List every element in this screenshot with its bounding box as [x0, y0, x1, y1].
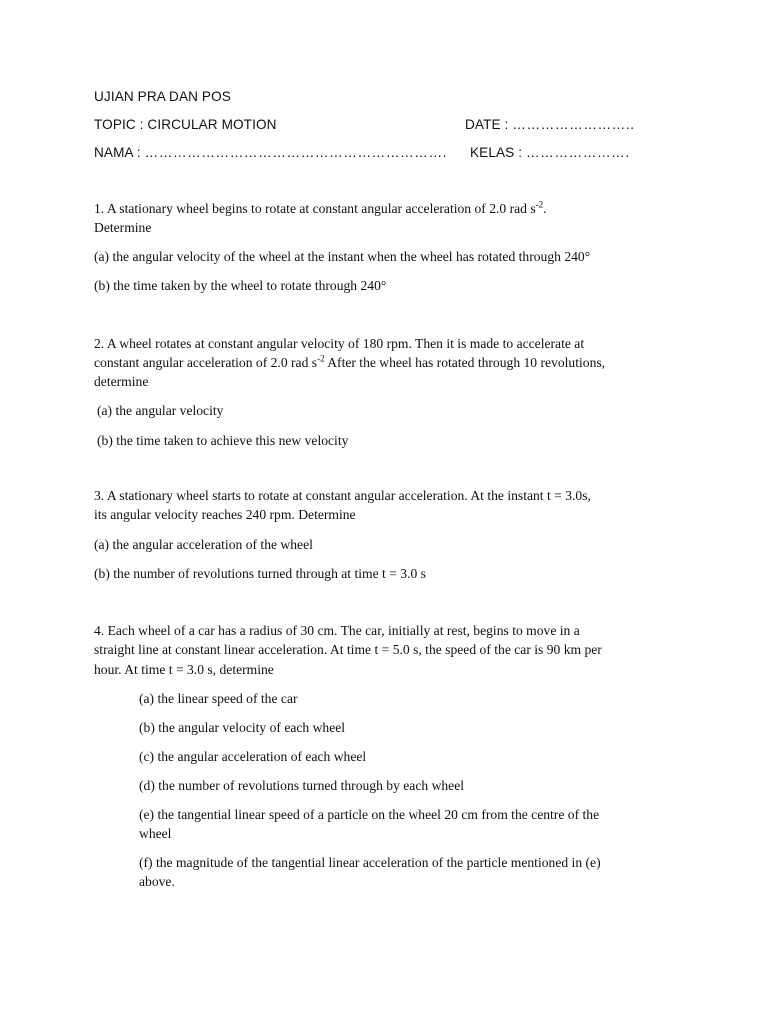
q2-line3: determine [94, 374, 149, 389]
q3-part-a: (a) the angular acceleration of the wheel [94, 537, 313, 552]
q3-line1: 3. A stationary wheel starts to rotate at constant angular acceleration. At the instant t = 3.0s, [94, 488, 591, 503]
kelas-field [470, 143, 630, 162]
q2-text-cont: After the wheel has rotated through 10 revolutions, [324, 355, 606, 370]
date-label: DATE : [465, 117, 509, 132]
date-field [465, 115, 635, 134]
exam-title: UJIAN PRA DAN POS [94, 89, 231, 104]
q1-line1 [94, 199, 547, 218]
q4-part-e-line1: (e) the tangential linear speed of a particle on the wheel 20 cm from the centre of the [139, 807, 600, 822]
q1-line2: Determine [94, 220, 152, 235]
kelas-label: KELAS : [470, 145, 523, 160]
nama-field [94, 143, 447, 162]
q1-text: 1. A stationary wheel begins to rotate at constant angular acceleration of 2.0 rad s [94, 201, 536, 216]
q2-part-a: (a) the angular velocity [97, 403, 224, 418]
topic-line: TOPIC : CIRCULAR MOTION [94, 117, 277, 132]
q4-part-f-line1: (f) the magnitude of the tangential linear acceleration of the particle mentioned in (e) [139, 855, 601, 870]
q3-line2: its angular velocity reaches 240 rpm. Determine [94, 507, 356, 522]
date-blank: …………………….. [512, 117, 635, 132]
q2-line2 [94, 353, 605, 372]
q4-line1: 4. Each wheel of a car has a radius of 30 cm. The car, initially at rest, begins to move in a [94, 623, 580, 638]
q2-text: constant angular acceleration of 2.0 rad s [94, 355, 318, 370]
q4-part-f-line2: above. [139, 874, 175, 889]
q4-line2: straight line at constant linear acceleration. At time t = 5.0 s, the speed of the car is 90 km per [94, 642, 602, 657]
q1-part-b: (b) the time taken by the wheel to rotate through 240° [94, 278, 387, 293]
q1-exponent: -2 [535, 199, 544, 210]
q1-period: . [543, 201, 547, 216]
nama-label: NAMA : [94, 145, 141, 160]
q4-part-e-line2: wheel [139, 826, 172, 841]
q2-exponent: -2 [317, 353, 325, 364]
q1-part-a: (a) the angular velocity of the wheel at the instant when the wheel has rotated through 240° [94, 249, 591, 264]
q4-part-c: (c) the angular acceleration of each wheel [139, 749, 367, 764]
q4-part-d: (d) the number of revolutions turned through by each wheel [139, 778, 465, 793]
nama-blank: ………………………………………………………. [144, 145, 448, 160]
kelas-blank: …………………. [525, 145, 630, 160]
q3-part-b: (b) the number of revolutions turned through at time t = 3.0 s [94, 566, 426, 581]
q4-line3: hour. At time t = 3.0 s, determine [94, 662, 274, 677]
q2-part-b: (b) the time taken to achieve this new velocity [97, 433, 349, 448]
q2-line1: 2. A wheel rotates at constant angular velocity of 180 rpm. Then it is made to accelerate at [94, 336, 585, 351]
q4-part-a: (a) the linear speed of the car [139, 691, 298, 706]
q4-part-b: (b) the angular velocity of each wheel [139, 720, 346, 735]
